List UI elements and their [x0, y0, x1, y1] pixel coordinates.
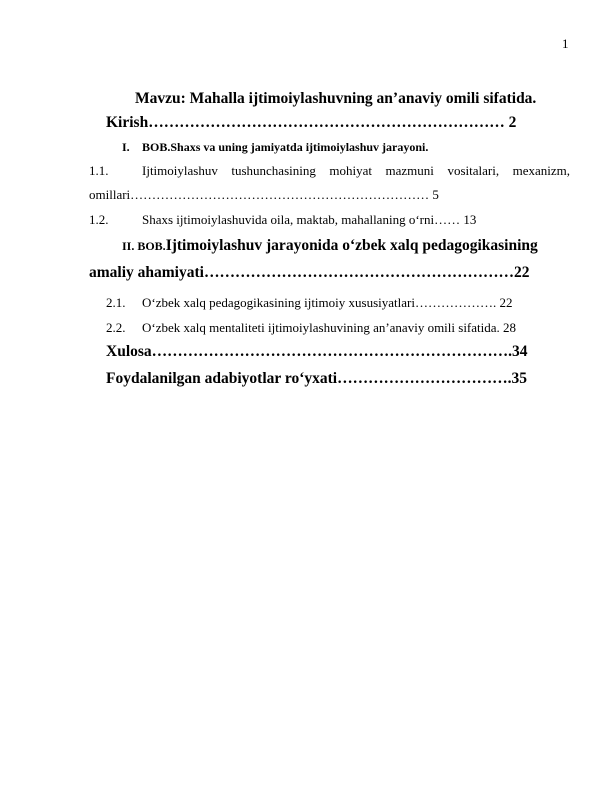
toc-section-1-1-line2: omillari…………………………………………………………… 5 [89, 187, 439, 202]
toc-section-2-2-text: O‘zbek xalq mentaliteti ijtimoiylashuvining an’anaviy omili sifatida. 28 [142, 320, 517, 335]
toc-chapter1-title: BOB.Shaxs va uning jamiyatda ijtimoiylashuv jarayoni. [142, 140, 429, 154]
toc-entry-kirish: Kirish…………………………………………………………… 2 [106, 114, 517, 131]
toc-entry-xulosa: Xulosa…………………………………………………………….34 [106, 343, 528, 360]
toc-section-1-2-text: Shaxs ijtimoiylashuvida oila, maktab, mahallaning o‘rni…… 13 [142, 212, 477, 227]
toc-chapter1-number: I. [122, 140, 130, 154]
toc-section-2-1-number: 2.1. [106, 295, 126, 310]
toc-chapter2-title-line2: amaliy ahamiyati……………………………………………………22 [89, 264, 530, 281]
toc-section-1-1-line1: Ijtimoiylashuv tushunchasining mohiyat mazmuni vositalari, mexanizm, [142, 163, 570, 178]
toc-section-1-1-number: 1.1. [89, 163, 109, 178]
toc-section-1-2-number: 1.2. [89, 212, 109, 227]
page-number: 1 [562, 36, 569, 51]
toc-entry-foydalanilgan: Foydalanilgan adabiyotlar ro‘yxati…………………………….35 [106, 370, 527, 387]
toc-section-2-2-number: 2.2. [106, 320, 126, 335]
toc-chapter2-lead: II. BOB. [122, 239, 166, 253]
toc-chapter2-title-line1: Ijtimoiylashuv jarayonida o‘zbek xalq pedagogikasining [165, 237, 538, 254]
document-title: Mavzu: Mahalla ijtimoiylashuvning an’anaviy omili sifatida. [135, 90, 537, 107]
toc-chapter2-heading [122, 237, 538, 255]
toc-section-2-1-text: O‘zbek xalq pedagogikasining ijtimoiy xususiyatlari………………. 22 [142, 295, 513, 310]
